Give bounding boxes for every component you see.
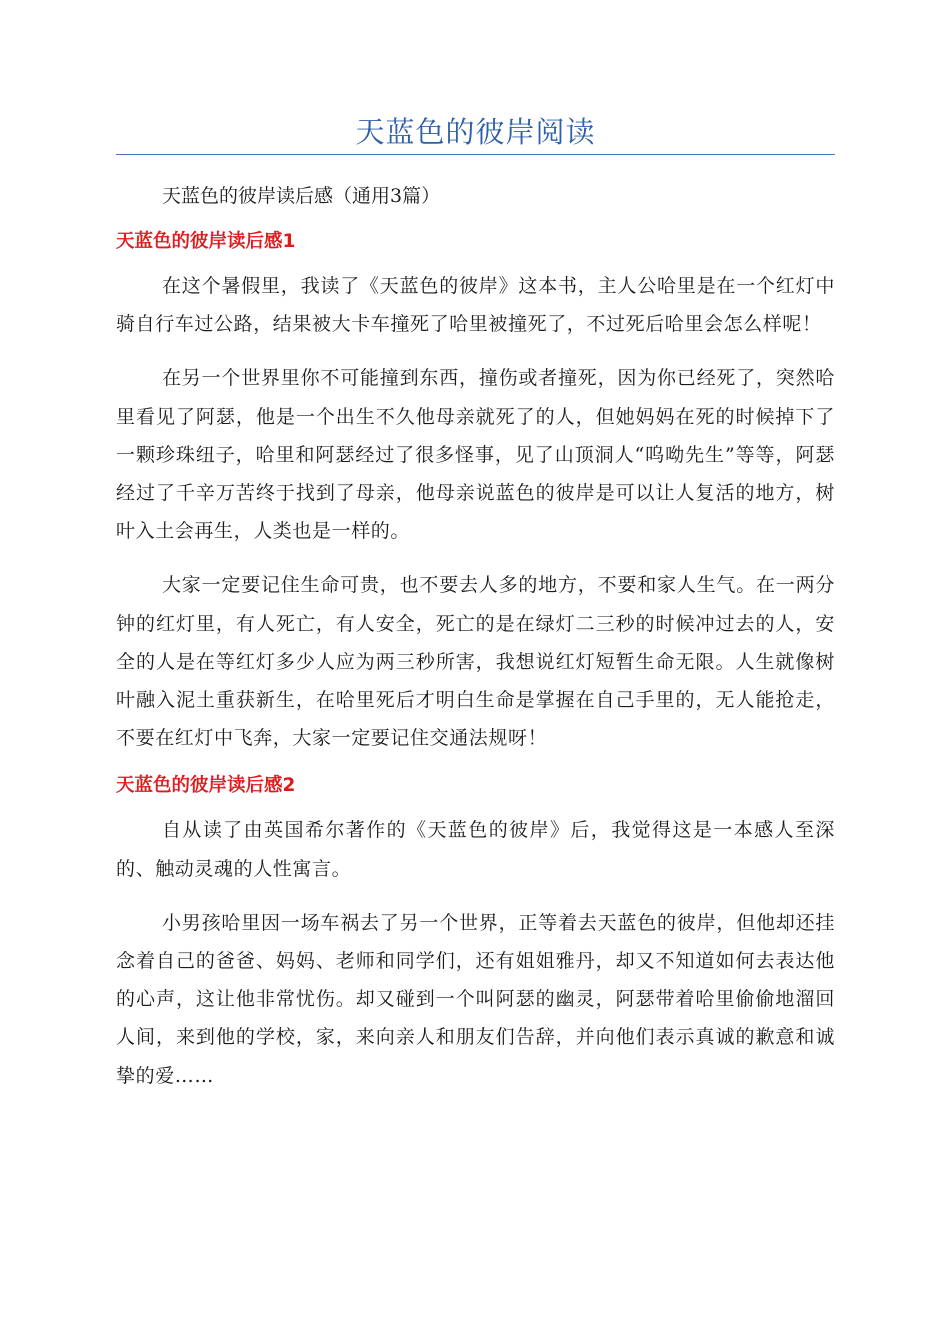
paragraph: 大家一定要记住生命可贵，也不要去人多的地方，不要和家人生气。在一两分钟的红灯里，有人死亡，有人安全，死亡的是在绿灯二三秒的时候冲过去的人，安全的人是在等红灯多少人应为两三秒所害，我想说红灯短暂生命无限。人生就像树叶融入泥土重获新生，在哈里死后才明白生命是掌握在自己手里的，无人能抢走，不要在红灯中飞奔，大家一定要记住交通法规呀！ <box>116 574 835 750</box>
section-heading: 天蓝色的彼岸读后感1 <box>116 231 296 252</box>
document-subtitle: 天蓝色的彼岸读后感（通用3篇） <box>162 185 441 207</box>
paragraph: 小男孩哈里因一场车祸去了另一个世界，正等着去天蓝色的彼岸，但他却还挂念着自己的爸爸、妈妈、老师和同学们，还有姐姐雅丹，却又不知道如何去表达他的心声，这让他非常忧伤。却又碰到一个叫阿瑟的幽灵，阿瑟带着哈里偷偷地溜回人间，来到他的学校，家，来向亲人和朋友们告辞，并向他们表示真诚的歉意和诚挚的爱…… <box>116 911 835 1087</box>
essay-section-1 <box>116 227 835 757</box>
essay-section-2 <box>116 771 835 1094</box>
document-title: 天蓝色的彼岸阅读 <box>355 115 596 149</box>
section-heading: 天蓝色的彼岸读后感2 <box>116 775 296 797</box>
document-body <box>116 177 835 1111</box>
paragraph: 在这个暑假里，我读了《天蓝色的彼岸》这本书，主人公哈里是在一个红灯中骑自行车过公路，结果被大卡车撞死了哈里被撞死了，不过死后哈里会怎么样呢！ <box>116 275 835 336</box>
title-divider <box>116 154 835 155</box>
paragraph: 自从读了由英国希尔著作的《天蓝色的彼岸》后，我觉得这是一本感人至深的、触动灵魂的人性寓言。 <box>116 819 835 880</box>
paragraph: 在另一个世界里你不可能撞到东西，撞伤或者撞死，因为你已经死了，突然哈里看见了阿瑟，他是一个出生不久他母亲就死了的人，但她妈妈在死的时候掉下了一颗珍珠纽子，哈里和阿瑟经过了很多怪事，见了山顶洞人“呜呦先生”等等，阿瑟经过了千辛万苦终于找到了母亲，他母亲说蓝色的彼岸是可以让人复活的地方，树叶入土会再生，人类也是一样的。 <box>116 367 835 543</box>
